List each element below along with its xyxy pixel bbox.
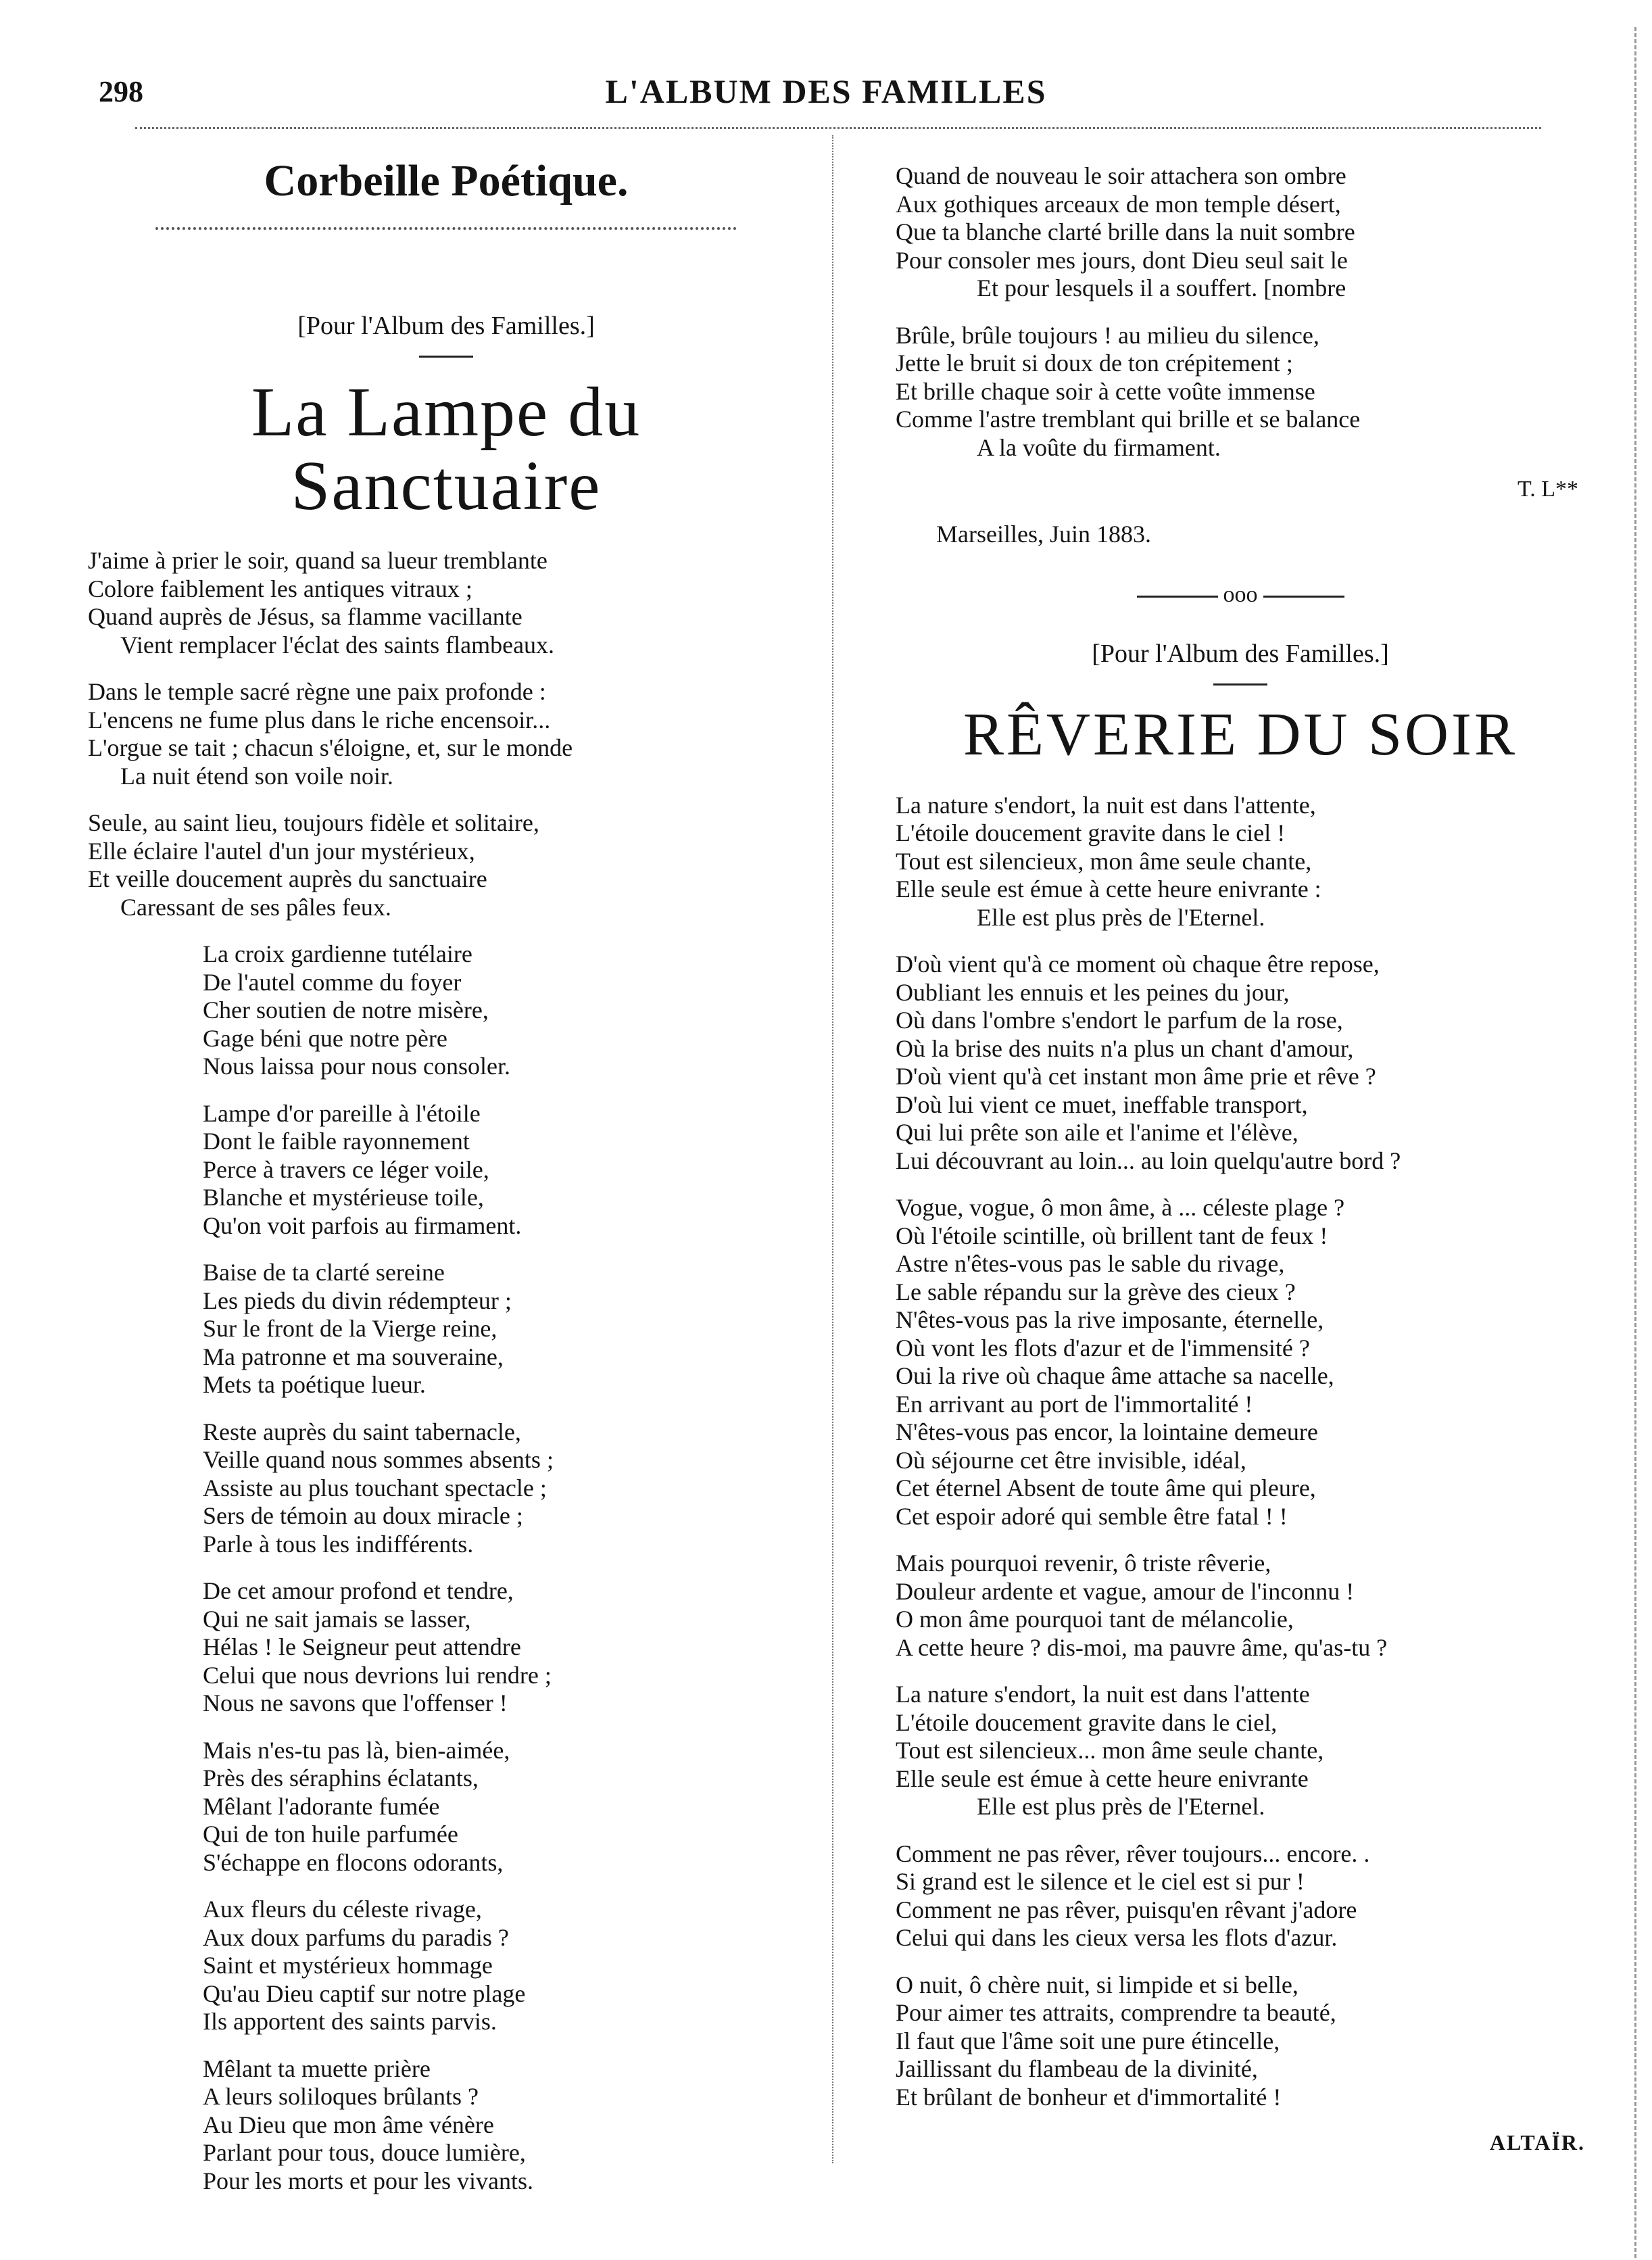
verse-line: Parle à tous les indifférents. [203, 1530, 474, 1558]
verse-line: Ils apportent des saints parvis. [203, 2008, 497, 2036]
verse-line: Caressant de ses pâles feux. [120, 893, 391, 921]
verse-line: Qui lui prête son aile et l'anime et l'élève, [896, 1119, 1298, 1146]
section-title: Corbeille Poétique. [264, 156, 629, 206]
verse-line: Elle est plus près de l'Eternel. [977, 903, 1265, 931]
verse-line: Aux gothiques arceaux de mon temple désert, [896, 190, 1341, 218]
verse-line: Comment ne pas rêver, puisqu'en rêvant j'adore [896, 1896, 1357, 1923]
verse-line: L'encens ne fume plus dans le riche encensoir... [88, 706, 551, 734]
verse-line: Le sable répandu sur la grève des cieux ? [896, 1278, 1296, 1305]
stanza [896, 162, 1585, 303]
signature: T. L** [1517, 477, 1578, 502]
verse-line: Pour aimer tes attraits, comprendre ta beauté, [896, 1999, 1336, 2026]
verse-line: A la voûte du firmament. [977, 433, 1221, 461]
verse-line: Où l'étoile scintille, où brillent tant de feux ! [896, 1222, 1328, 1249]
verse-line: Cher soutien de notre misère, [203, 996, 489, 1024]
verse-line: Astre n'êtes-vous pas le sable du rivage, [896, 1250, 1285, 1277]
verse-line: Parlant pour tous, douce lumière, [203, 2139, 526, 2167]
poem-body-2 [896, 792, 1585, 2112]
verse-line: Quand de nouveau le soir attachera son ombre [896, 162, 1346, 189]
verse-line: Mais n'es-tu pas là, bien-aimée, [203, 1736, 510, 1764]
verse-line: Si grand est le silence et le ciel est si pur ! [896, 1868, 1305, 1895]
verse-line: Aux fleurs du céleste rivage, [203, 1896, 482, 1923]
verse-line: Qui ne sait jamais se lasser, [203, 1605, 471, 1633]
verse-line: Nous laissa pour nous consoler. [203, 1053, 510, 1080]
verse-line: Veille quand nous sommes absents ; [203, 1446, 554, 1474]
dedication: [Pour l'Album des Familles.] [297, 312, 595, 340]
verse-line: Dont le faible rayonnement [203, 1128, 470, 1155]
stanza [88, 1418, 804, 1559]
stanza [88, 809, 804, 921]
stanza [88, 547, 804, 659]
verse-line: O nuit, ô chère nuit, si limpide et si belle, [896, 1971, 1298, 1998]
verse-line: Où la brise des nuits n'a plus un chant d'amour, [896, 1034, 1354, 1062]
page-edge [1634, 27, 1641, 2258]
stanza [88, 1577, 804, 1718]
verse-line: Qui de ton huile parfumée [203, 1821, 458, 1848]
header-divider [135, 127, 1541, 132]
poem-title-2: RÊVERIE DU SOIR [963, 701, 1517, 768]
verse-line: Oui la rive où chaque âme attache sa nacelle, [896, 1362, 1334, 1389]
stanza [896, 1549, 1585, 1662]
verse-line: Jaillissant du flambeau de la divinité, [896, 2055, 1258, 2082]
stanza [896, 1971, 1585, 2112]
verse-line: Ma patronne et ma souveraine, [203, 1343, 504, 1370]
verse-line: Blanche et mystérieuse toile, [203, 1184, 484, 1211]
verse-line: Cet éternel Absent de toute âme qui pleure, [896, 1474, 1316, 1501]
title-rule [419, 356, 473, 358]
verse-line: N'êtes-vous pas la rive imposante, éternelle, [896, 1306, 1324, 1333]
verse-line: La nature s'endort, la nuit est dans l'attente, [896, 791, 1316, 819]
verse-line: Reste auprès du saint tabernacle, [203, 1418, 521, 1445]
verse-line: Nous ne savons que l'offenser ! [203, 1689, 508, 1717]
verse-line: Et pour lesquels il a souffert. [nombre [977, 274, 1346, 302]
verse-line: Sers de témoin au doux miracle ; [203, 1502, 523, 1530]
verse-line: Jette le bruit si doux de ton crépitement ; [896, 350, 1293, 377]
verse-line: Où vont les flots d'azur et de l'immensité ? [896, 1334, 1310, 1362]
journal-title: L'ALBUM DES FAMILLES [605, 72, 1047, 110]
verse-line: L'étoile doucement gravite dans le ciel, [896, 1708, 1278, 1736]
verse-line: Et brûlant de bonheur et d'immortalité ! [896, 2083, 1282, 2111]
verse-line: Qu'au Dieu captif sur notre plage [203, 1979, 526, 2007]
verse-line: Assiste au plus touchant spectacle ; [203, 1474, 547, 1501]
stanza [896, 951, 1585, 1175]
verse-line: Au Dieu que mon âme vénère [203, 2111, 494, 2138]
signature-2: ALTAÏR. [1489, 2130, 1585, 2155]
verse-line: Aux doux parfums du paradis ? [203, 1923, 509, 1951]
right-column [896, 162, 1585, 2155]
stanza [896, 1840, 1585, 1952]
verse-line: La nuit étend son voile noir. [120, 762, 393, 790]
verse-line: L'étoile doucement gravite dans le ciel ! [896, 819, 1286, 846]
verse-line: Que ta blanche clarté brille dans la nuit sombre [896, 218, 1355, 245]
stanza [88, 678, 804, 790]
verse-line: Mais pourquoi revenir, ô triste rêverie, [896, 1549, 1271, 1577]
verse-line: Lui découvrant au loin... au loin quelqu'autre bord ? [896, 1147, 1401, 1174]
stanza [88, 2055, 804, 2196]
verse-line: Où séjourne cet être invisible, idéal, [896, 1446, 1246, 1474]
ornament [896, 582, 1585, 608]
ornament-text: ooo [1223, 582, 1258, 607]
section-divider [155, 227, 737, 230]
verse-line: N'êtes-vous pas encor, la lointaine demeure [896, 1418, 1318, 1445]
verse-line: Mêlant l'adorante fumée [203, 1792, 440, 1820]
verse-line: Douleur ardente et vague, amour de l'inconnu ! [896, 1577, 1355, 1605]
verse-line: En arrivant au port de l'immortalité ! [896, 1390, 1253, 1418]
verse-line: Celui qui dans les cieux versa les flots d'azur. [896, 1924, 1338, 1951]
poem-body [88, 547, 804, 2195]
verse-line: Tout est silencieux, mon âme seule chante, [896, 847, 1312, 875]
verse-line: D'où vient qu'à ce moment où chaque être repose, [896, 951, 1380, 978]
verse-line: Colore faiblement les antiques vitraux ; [88, 575, 472, 602]
verse-line: Elle est plus près de l'Eternel. [977, 1793, 1265, 1820]
verse-line: Et veille doucement auprès du sanctuaire [88, 865, 487, 893]
verse-line: Près des séraphins éclatants, [203, 1764, 479, 1792]
verse-line: Gage béni que notre père [203, 1024, 447, 1052]
verse-line: Mêlant ta muette prière [203, 2054, 431, 2082]
verse-line: Qu'on voit parfois au firmament. [203, 1211, 522, 1239]
verse-line: Perce à travers ce léger voile, [203, 1155, 489, 1183]
poem-title: La Lampe du Sanctuaire [251, 373, 641, 525]
verse-line: Seule, au saint lieu, toujours fidèle et solitaire, [88, 809, 539, 837]
verse-line: Les pieds du divin rédempteur ; [203, 1287, 512, 1314]
stanza [88, 940, 804, 1081]
verse-line: D'où vient qu'à cet instant mon âme prie et rêve ? [896, 1063, 1376, 1090]
verse-line: Cet espoir adoré qui semble être fatal ! ! [896, 1502, 1288, 1530]
verse-line: Baise de ta clarté sereine [203, 1259, 445, 1287]
verse-line: Mets ta poétique lueur. [203, 1371, 426, 1399]
stanza [88, 1737, 804, 1877]
stanza [896, 792, 1585, 932]
verse-line: Elle seule est émue à cette heure enivrante : [896, 875, 1321, 903]
verse-line: Hélas ! le Seigneur peut attendre [203, 1633, 521, 1661]
dedication-2: [Pour l'Album des Familles.] [1092, 640, 1389, 668]
verse-line: Lampe d'or pareille à l'étoile [203, 1099, 481, 1127]
verse-line: Celui que nous devrions lui rendre ; [203, 1661, 552, 1689]
verse-line: S'échappe en flocons odorants, [203, 1848, 504, 1876]
verse-line: De l'autel comme du foyer [203, 968, 462, 996]
verse-line: A cette heure ? dis-moi, ma pauvre âme, qu'as-tu ? [896, 1633, 1388, 1661]
verse-line: Elle seule est émue à cette heure enivrante [896, 1764, 1309, 1792]
stanza [896, 1681, 1585, 1821]
stanza [88, 1259, 804, 1399]
verse-line: De cet amour profond et tendre, [203, 1577, 514, 1605]
verse-line: O mon âme pourquoi tant de mélancolie, [896, 1606, 1294, 1633]
stanza [88, 1100, 804, 1241]
verse-line: Comme l'astre tremblant qui brille et se balance [896, 406, 1361, 433]
verse-line: J'aime à prier le soir, quand sa lueur tremblante [88, 547, 548, 575]
verse-line: Saint et mystérieux hommage [203, 1952, 493, 1979]
verse-line: Sur le front de la Vierge reine, [203, 1315, 497, 1343]
verse-line: La croix gardienne tutélaire [203, 940, 472, 968]
page-number: 298 [99, 75, 143, 108]
verse-line: Il faut que l'âme soit une pure étincelle, [896, 2027, 1280, 2054]
stanza [896, 1194, 1585, 1531]
verse-line: D'où lui vient ce muet, ineffable transport, [896, 1090, 1308, 1118]
verse-line: Vient remplacer l'éclat des saints flambeaux. [120, 631, 555, 658]
verse-line: Elle éclaire l'autel d'un jour mystérieux, [88, 837, 475, 865]
left-column [88, 155, 804, 2214]
verse-line: La nature s'endort, la nuit est dans l'attente [896, 1681, 1310, 1708]
place-date: Marseilles, Juin 1883. [936, 521, 1151, 548]
verse-line: Pour les morts et pour les vivants. [203, 2167, 533, 2194]
verse-line: A leurs soliloques brûlants ? [203, 2083, 479, 2111]
title-rule-2 [1213, 683, 1267, 686]
verse-line: Oubliant les ennuis et les peines du jour, [896, 978, 1290, 1006]
column-divider [832, 135, 833, 2163]
verse-line: Et brille chaque soir à cette voûte immense [896, 377, 1315, 405]
stanza [896, 322, 1585, 462]
verse-line: Vogue, vogue, ô mon âme, à ... céleste plage ? [896, 1194, 1345, 1221]
stanza [88, 1896, 804, 2036]
verse-line: Où dans l'ombre s'endort le parfum de la rose, [896, 1007, 1343, 1034]
verse-line: Pour consoler mes jours, dont Dieu seul sait le [896, 246, 1348, 274]
verse-line: Dans le temple sacré règne une paix profonde : [88, 678, 546, 706]
poem-continuation [896, 162, 1585, 462]
verse-line: Brûle, brûle toujours ! au milieu du silence, [896, 321, 1319, 349]
verse-line: Tout est silencieux... mon âme seule chante, [896, 1737, 1324, 1764]
verse-line: L'orgue se tait ; chacun s'éloigne, et, sur le monde [88, 734, 573, 762]
verse-line: Quand auprès de Jésus, sa flamme vacillante [88, 603, 523, 631]
verse-line: Comment ne pas rêver, rêver toujours... encore. . [896, 1840, 1370, 1867]
